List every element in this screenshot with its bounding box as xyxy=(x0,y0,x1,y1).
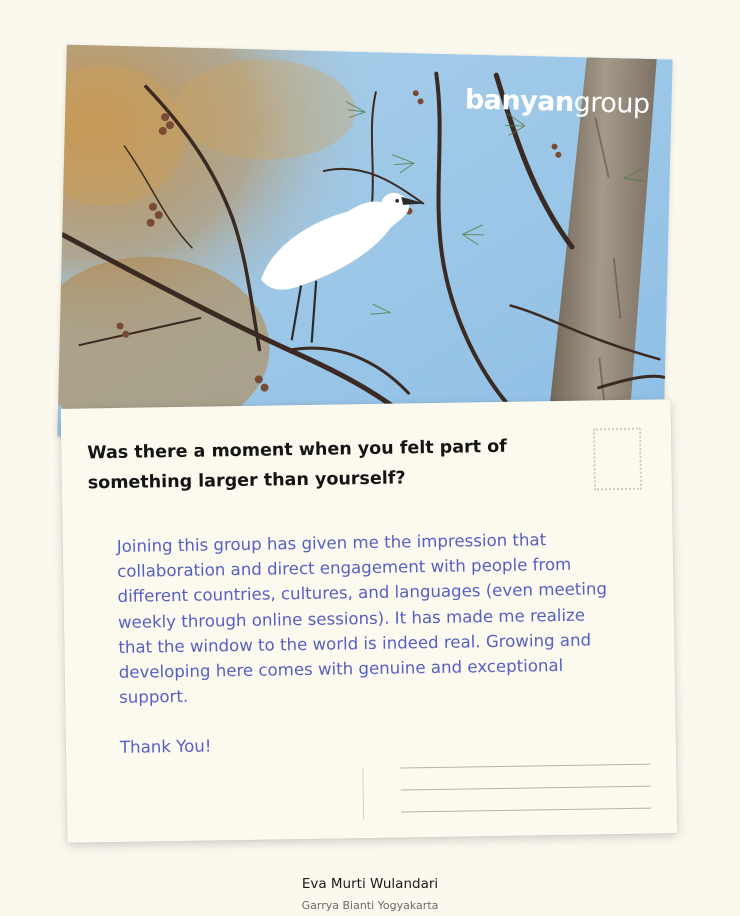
author-name: Eva Murti Wulandari xyxy=(301,876,439,892)
photo-card xyxy=(57,45,672,452)
answer-paragraph: Joining this group has given me the impression that collaboration and direct engagement with people from different countries, cultures, and languages (even meeting weekly through online sessions). It has made me realize that the window to the world is indeed real. Growing and developing here comes with genuine and exceptional support. xyxy=(116,530,608,708)
address-divider xyxy=(362,768,364,820)
postcard xyxy=(61,399,678,843)
address-line xyxy=(400,764,650,769)
stamp-placeholder xyxy=(593,428,642,491)
author-organization: Garrya Bianti Yogyakarta xyxy=(301,899,439,912)
banyan-group-logo xyxy=(465,84,650,120)
question-heading: Was there a moment when you felt part of something larger than yourself? xyxy=(87,436,507,494)
address-line xyxy=(401,786,651,791)
logo-light: group xyxy=(573,87,650,120)
logo-bold: banyan xyxy=(464,84,575,119)
address-line xyxy=(401,808,651,813)
answer-text-block xyxy=(117,526,620,760)
closing-text: Thank You! xyxy=(119,736,212,758)
